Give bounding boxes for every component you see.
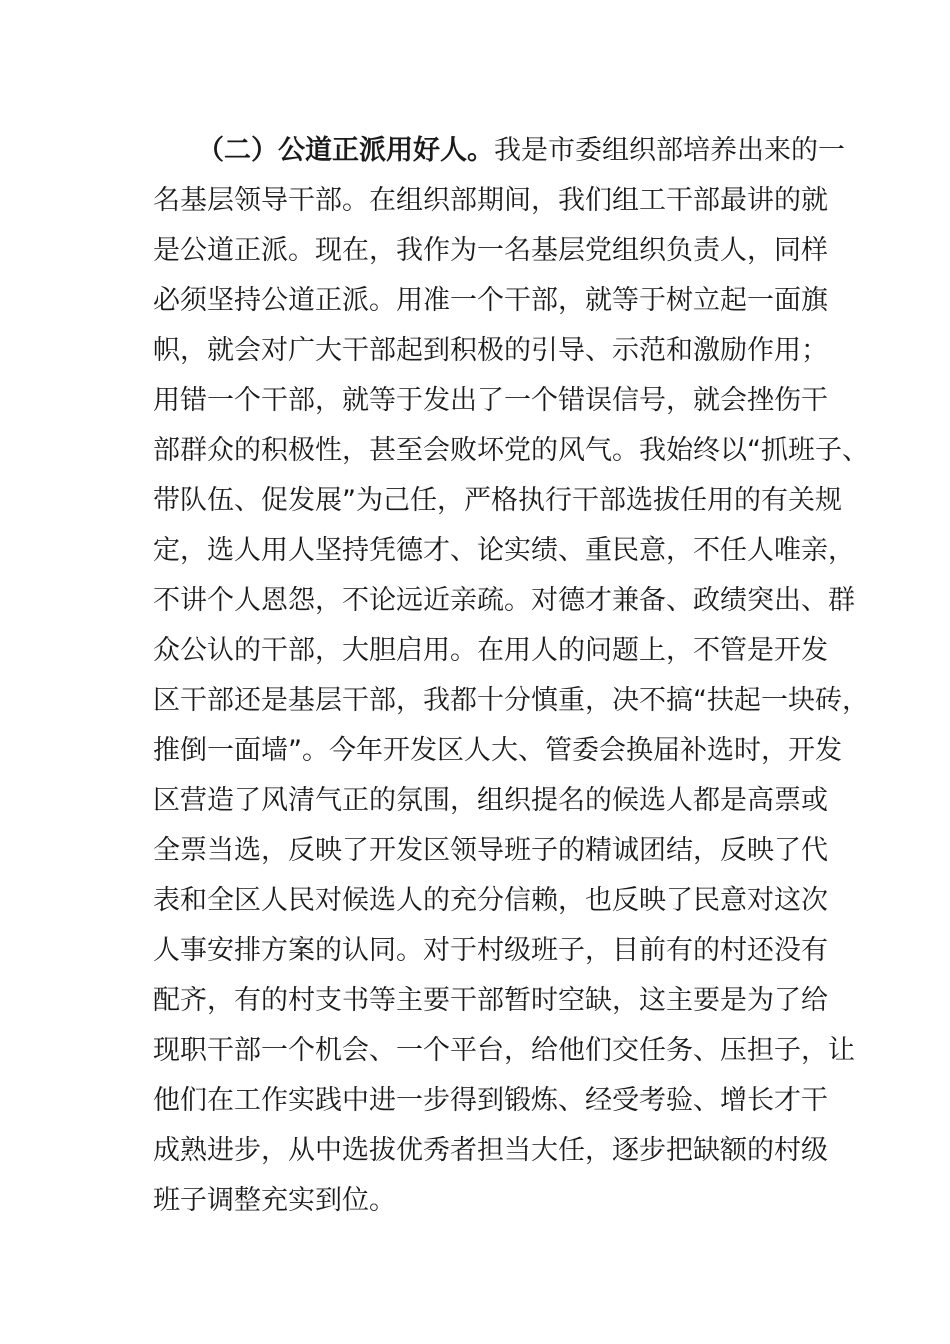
paragraph-line: 部群众的积极性，甚至会败坏党的风气。我始终以“抓班子、 <box>153 435 869 466</box>
paragraph-line: 是公道正派。现在，我作为一名基层党组织负责人，同样 <box>153 235 828 266</box>
paragraph-line: 区干部还是基层干部，我都十分慎重，决不搞“扶起一块砖， <box>153 685 869 716</box>
paragraph-line: 众公认的干部，大胆启用。在用人的问题上，不管是开发 <box>153 635 828 666</box>
paragraph-line: 全票当选，反映了开发区领导班子的精诚团结，反映了代 <box>153 835 828 866</box>
paragraph-line: 表和全区人民对候选人的充分信赖，也反映了民意对这次 <box>153 885 828 916</box>
body-paragraph <box>153 126 869 1226</box>
paragraph-line: 带队伍、促发展”为己任，严格执行干部选拔任用的有关规 <box>153 485 842 516</box>
paragraph-line: 他们在工作实践中进一步得到锻炼、经受考验、增长才干 <box>153 1085 828 1116</box>
paragraph-line: 区营造了风清气正的氛围，组织提名的候选人都是高票或 <box>153 785 828 816</box>
paragraph-line: 定，选人用人坚持凭德才、论实绩、重民意，不任人唯亲， <box>153 535 855 566</box>
paragraph-line: 现职干部一个机会、一个平台，给他们交任务、压担子，让 <box>153 1035 855 1066</box>
paragraph-line: 名基层领导干部。在组织部期间，我们组工干部最讲的就 <box>153 185 828 216</box>
paragraph-line: 不讲个人恩怨，不论远近亲疏。对德才兼备、政绩突出、群 <box>153 585 855 616</box>
paragraph-line <box>153 126 845 176</box>
paragraph-line: 配齐，有的村支书等主要干部暂时空缺，这主要是为了给 <box>153 985 828 1016</box>
paragraph-line: 班子调整充实到位。 <box>153 1185 396 1216</box>
section-heading: （二）公道正派用好人。 <box>197 135 494 166</box>
line-text: 我是市委组织部培养出来的一 <box>494 135 845 166</box>
paragraph-line: 成熟进步，从中选拔优秀者担当大任，逐步把缺额的村级 <box>153 1135 828 1166</box>
paragraph-line: 人事安排方案的认同。对于村级班子，目前有的村还没有 <box>153 935 828 966</box>
paragraph-line: 推倒一面墙”。今年开发区人大、管委会换届补选时，开发 <box>153 735 842 766</box>
paragraph-line: 用错一个干部，就等于发出了一个错误信号，就会挫伤干 <box>153 385 828 416</box>
paragraph-line: 帜，就会对广大干部起到积极的引导、示范和激励作用； <box>153 335 828 366</box>
paragraph-line: 必须坚持公道正派。用准一个干部，就等于树立起一面旗 <box>153 285 828 316</box>
